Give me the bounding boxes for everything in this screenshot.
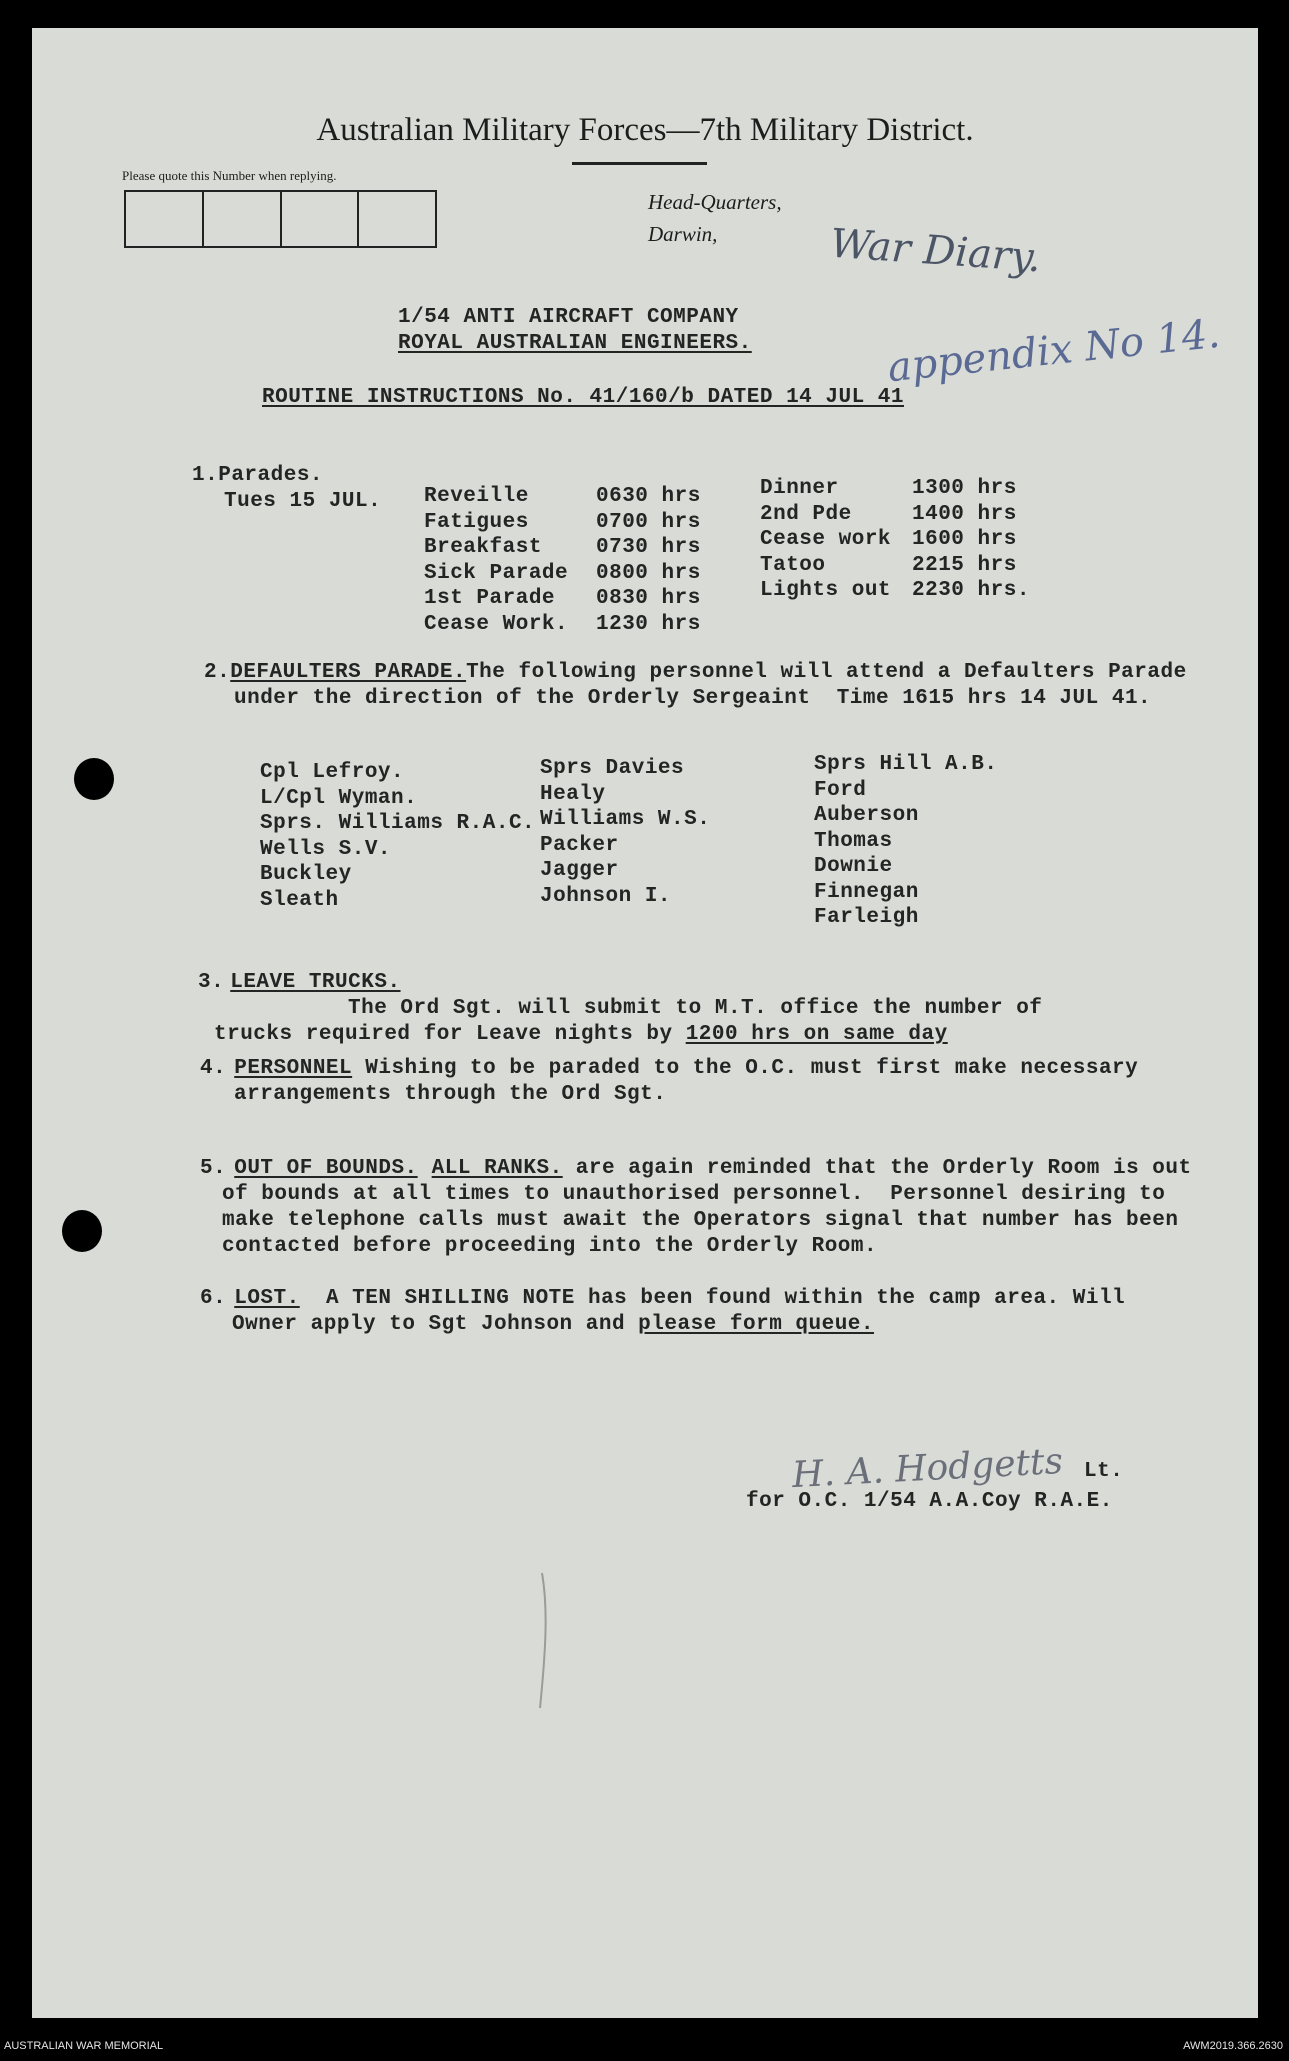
schedule-time: 2215 hrs xyxy=(912,553,1017,577)
list-item: Jagger xyxy=(540,859,619,882)
list-item: Wells S.V. xyxy=(260,837,392,861)
schedule-row xyxy=(760,527,1030,553)
list-item: Sprs Davies xyxy=(540,757,685,780)
lost-number: 6. xyxy=(200,1287,227,1310)
defaulters-column-2 xyxy=(540,756,710,909)
list-item: Sleath xyxy=(260,888,339,912)
schedule-event: 1st Parade xyxy=(424,587,556,610)
defaulters-title: DEFAULTERS PARADE. xyxy=(230,661,467,684)
leave-trucks-section xyxy=(198,970,1178,1048)
schedule-row xyxy=(760,476,1030,502)
pencil-mark xyxy=(512,1568,572,1718)
schedule-event: Cease Work. xyxy=(424,612,569,636)
out-of-bounds-number: 5. xyxy=(200,1157,227,1180)
out-of-bounds-line-4: contacted before proceeding into the Orderly Room. xyxy=(222,1235,878,1258)
schedule-event: Cease work xyxy=(760,528,892,551)
list-item: Packer xyxy=(540,833,619,857)
schedule-time: 1300 hrs xyxy=(912,477,1017,500)
punch-hole-bottom xyxy=(62,1210,102,1252)
list-item: Downie xyxy=(814,855,893,878)
letterhead-rule xyxy=(572,162,707,165)
schedule-row xyxy=(424,535,701,561)
appendix-annotation: appendix No 14. xyxy=(885,310,1223,392)
list-item: Johnson I. xyxy=(540,884,672,908)
archive-reference: AWM2019.366.2630 xyxy=(1183,2040,1283,2052)
schedule-row xyxy=(760,553,1030,579)
company-heading: 1/54 ANTI AIRCRAFT COMPANY xyxy=(398,306,739,329)
schedule-event: Reveille xyxy=(424,485,529,508)
list-item: Ford xyxy=(814,778,867,802)
war-diary-annotation: War Diary. xyxy=(828,220,1043,282)
hq-line-2: Darwin, xyxy=(648,222,718,246)
signature-rank: Lt. xyxy=(1084,1460,1124,1483)
schedule-event: Sick Parade xyxy=(424,561,569,585)
defaulters-line-1: The following personnel will attend a Defaulters Parade xyxy=(466,661,1187,684)
personnel-title: PERSONNEL xyxy=(234,1057,353,1080)
routine-instructions-heading: ROUTINE INSTRUCTIONS No. 41/160/b DATED 14 JUL 41 xyxy=(262,386,905,409)
leave-trucks-line-1: The Ord Sgt. will submit to M.T. office the number of xyxy=(348,997,1043,1020)
lost-line-2: Owner apply to Sgt Johnson and xyxy=(232,1313,639,1336)
schedule-row xyxy=(424,561,701,587)
lost-title: LOST. xyxy=(234,1287,300,1310)
out-of-bounds-line-3: make telephone calls must await the Operators signal that number has been xyxy=(222,1209,1179,1232)
list-item: Cpl Lefroy. xyxy=(260,761,405,784)
lost-line-1: A TEN SHILLING NOTE has been found within the camp area. Will xyxy=(299,1287,1126,1310)
schedule-event: 2nd Pde xyxy=(760,502,852,526)
out-of-bounds-line-2: of bounds at all times to unauthorised personnel. Personnel desiring to xyxy=(222,1183,1166,1206)
schedule-row xyxy=(424,484,701,510)
list-item: Williams W.S. xyxy=(540,808,711,831)
lost-section xyxy=(200,1286,1180,1338)
schedule-time: 1400 hrs xyxy=(912,502,1017,526)
list-item: Auberson xyxy=(814,804,919,827)
schedule-time: 0800 hrs xyxy=(596,561,701,585)
schedule-row xyxy=(424,510,701,536)
schedule-row xyxy=(424,586,701,612)
parades-title-line xyxy=(192,464,323,487)
schedule-time: 1230 hrs xyxy=(596,612,701,636)
schedule-time: 0730 hrs xyxy=(596,536,701,559)
schedule-event: Tatoo xyxy=(760,553,826,577)
headquarters-address xyxy=(648,186,782,250)
quote-number-note: Please quote this Number when replying. xyxy=(122,168,337,183)
leave-trucks-deadline: 1200 hrs on same day xyxy=(685,1023,948,1046)
schedule-row xyxy=(424,612,701,638)
schedule-time: 2230 hrs. xyxy=(912,579,1030,602)
schedule-time: 1600 hrs xyxy=(912,528,1017,551)
punch-hole-top xyxy=(74,758,114,800)
document-page xyxy=(32,28,1258,2018)
defaulters-section xyxy=(204,660,1187,712)
parades-title: Parades. xyxy=(218,464,324,487)
out-of-bounds-title: OUT OF BOUNDS. xyxy=(234,1157,418,1180)
defaulters-number: 2. xyxy=(204,661,231,684)
archive-credit: AUSTRALIAN WAR MEMORIAL xyxy=(4,2040,164,2052)
letterhead-title: Australian Military Forces—7th Military District. xyxy=(316,112,974,148)
out-of-bounds-section xyxy=(200,1156,1240,1260)
lost-request: please form queue. xyxy=(638,1313,875,1336)
personnel-number: 4. xyxy=(200,1057,227,1080)
schedule-event: Fatigues xyxy=(424,510,529,534)
reference-number-box xyxy=(124,190,437,248)
schedule-event: Lights out xyxy=(760,579,892,602)
personnel-section xyxy=(200,1056,1180,1108)
list-item: Farleigh xyxy=(814,906,919,929)
list-item: Finnegan xyxy=(814,880,919,904)
personnel-line-2: arrangements through the Ord Sgt. xyxy=(234,1083,667,1106)
list-item: Sprs. Williams R.A.C. xyxy=(260,812,536,835)
unit-heading: ROYAL AUSTRALIAN ENGINEERS. xyxy=(398,332,752,355)
parades-schedule-left xyxy=(424,484,701,637)
hq-line-1: Head-Quarters, xyxy=(648,190,782,214)
defaulters-column-3 xyxy=(814,752,997,931)
personnel-line-1: Wishing to be paraded to the O.C. must first make necessary xyxy=(352,1057,1139,1080)
leave-trucks-title: LEAVE TRUCKS. xyxy=(230,971,401,994)
list-item: Thomas xyxy=(814,829,893,853)
schedule-time: 0700 hrs xyxy=(596,510,701,534)
leave-trucks-number: 3. xyxy=(198,971,225,994)
schedule-time: 0830 hrs xyxy=(596,587,701,610)
schedule-row xyxy=(760,578,1030,604)
out-of-bounds-line-1: are again reminded that the Orderly Room is out xyxy=(562,1157,1192,1180)
list-item: L/Cpl Wyman. xyxy=(260,786,418,810)
defaulters-line-2: under the direction of the Orderly Sergeaint Time 1615 hrs 14 JUL 41. xyxy=(234,687,1152,710)
all-ranks-label: ALL RANKS. xyxy=(431,1157,563,1180)
handwritten-signature: H. A. Hodgetts xyxy=(791,1440,1064,1497)
schedule-time: 0630 hrs xyxy=(596,485,701,508)
leave-trucks-line-2: trucks required for Leave nights by xyxy=(214,1023,686,1046)
list-item: Buckley xyxy=(260,863,352,886)
schedule-event: Dinner xyxy=(760,477,839,500)
defaulters-column-1 xyxy=(260,760,535,913)
list-item: Sprs Hill A.B. xyxy=(814,753,998,776)
parades-number: 1. xyxy=(192,464,219,487)
parades-schedule-right xyxy=(760,476,1030,604)
list-item: Healy xyxy=(540,782,606,806)
schedule-event: Breakfast xyxy=(424,536,542,559)
parades-day: Tues 15 JUL. xyxy=(224,490,382,513)
schedule-row xyxy=(760,502,1030,528)
signature-for-line: for O.C. 1/54 A.A.Coy R.A.E. xyxy=(746,1490,1113,1513)
